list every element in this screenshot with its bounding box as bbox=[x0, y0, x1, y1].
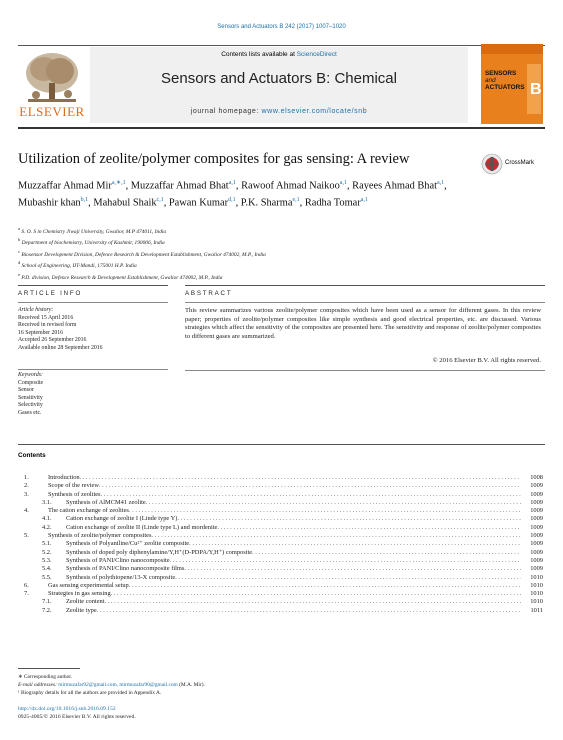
toc-entry[interactable] bbox=[18, 540, 543, 548]
toc-title[interactable]: Synthesis of zeolites bbox=[48, 490, 101, 498]
toc-number: 7.1. bbox=[42, 598, 52, 606]
header-bottom-rule bbox=[18, 127, 545, 129]
abstract-heading: ABSTRACT bbox=[185, 290, 233, 297]
toc-number: 1. bbox=[24, 474, 29, 481]
toc-entry[interactable] bbox=[18, 598, 543, 606]
affiliation-line: $^c$ Biosensor Development Division, Defence Research & Development Establishment, Gwalior 474002, M.P., India bbox=[18, 248, 266, 258]
author-affiliation-marker[interactable]: a,∗,1 bbox=[111, 180, 126, 186]
author-affiliation-marker[interactable]: c,1 bbox=[156, 197, 164, 204]
toc-leader-dots bbox=[99, 482, 521, 490]
toc-leader-dots bbox=[217, 524, 521, 532]
toc-page-number[interactable]: 1009 bbox=[530, 490, 543, 498]
elsevier-wordmark: ELSEVIER bbox=[19, 104, 85, 119]
toc-leader-dots bbox=[80, 474, 521, 482]
doi-block bbox=[18, 705, 136, 721]
toc-title[interactable]: Synthesis of PANI/Clino nanocomposite films bbox=[66, 565, 185, 573]
toc-title[interactable]: Synthesis of doped poly diphenylamine/Y,H⁺(D-PDPA/Y,H⁺) composite bbox=[66, 548, 253, 556]
toc-title[interactable]: Synthesis of Polyaniline/Cu²⁺ zeolite composite bbox=[66, 540, 190, 548]
toc-leader-dots bbox=[189, 540, 521, 548]
author-name[interactable]: Radha Tomar bbox=[304, 197, 361, 209]
author-affiliation-marker[interactable]: e,1 bbox=[292, 197, 300, 204]
paper-title: Utilization of zeolite/polymer composites for gas sensing: A review bbox=[18, 151, 410, 167]
corresponding-author-note: ∗ Corresponding author. bbox=[18, 674, 73, 680]
history-entry: Received in revised form bbox=[18, 322, 77, 329]
author-affiliation-marker[interactable]: a,1 bbox=[437, 180, 445, 186]
article-info-heading: ARTICLE INFO bbox=[18, 290, 83, 297]
toc-entry[interactable] bbox=[18, 590, 543, 598]
doi-link[interactable]: http://dx.doi.org/10.1016/j.snb.2016.09.152 bbox=[18, 706, 116, 712]
toc-page-number[interactable]: 1009 bbox=[530, 515, 543, 523]
contents-heading: Contents bbox=[18, 452, 46, 459]
toc-entry[interactable] bbox=[18, 557, 543, 565]
author-name[interactable]: Muzzaffar Ahmad Mir bbox=[18, 180, 112, 192]
article-info-subrule bbox=[18, 302, 168, 303]
email-links[interactable]: mirmuzafar92@gmail.com, mirmuzafar90@gmail.com bbox=[58, 682, 178, 688]
toc-number: 6. bbox=[24, 581, 29, 589]
homepage-link[interactable]: www.elsevier.com/locate/snb bbox=[261, 108, 368, 115]
toc-title[interactable]: Zeolite type bbox=[66, 606, 97, 614]
toc-title[interactable]: Zeolite content bbox=[66, 598, 105, 606]
author-affiliation-marker[interactable]: a,1 bbox=[228, 180, 236, 186]
toc-entry[interactable] bbox=[18, 515, 543, 523]
toc-number: 2. bbox=[24, 482, 29, 490]
affiliation-line: $^e$ P.D. division, Defence Research & Development Establishment, Gwalior 474002, M.P., India bbox=[18, 271, 223, 281]
toc-page-number[interactable]: 1009 bbox=[530, 532, 543, 540]
toc-leader-dots bbox=[177, 515, 521, 523]
crossmark-icon[interactable] bbox=[481, 153, 503, 175]
affiliation-line: $^a$ S. O. S in Chemistry Jiwaji University, Gwalior, M.P 474011, India bbox=[18, 226, 167, 235]
toc-entry[interactable] bbox=[18, 565, 543, 573]
toc-leader-dots bbox=[170, 557, 521, 565]
toc-leader-dots bbox=[129, 507, 521, 515]
toc-entry[interactable] bbox=[18, 524, 543, 532]
toc-number: 5.2. bbox=[42, 548, 52, 556]
author-name[interactable]: P.K. Sharma bbox=[240, 197, 293, 209]
toc-number: 4.2. bbox=[42, 523, 52, 531]
toc-page-number[interactable]: 1010 bbox=[530, 598, 543, 606]
toc-page-number[interactable]: 1009 bbox=[530, 548, 543, 556]
author-affiliation-marker[interactable]: a,1 bbox=[360, 197, 368, 204]
toc-entry[interactable] bbox=[18, 482, 543, 490]
toc-page-number[interactable]: 1009 bbox=[530, 498, 543, 506]
cover-title: SENSORS and ACTUATORS bbox=[485, 70, 525, 91]
history-label: Article history: bbox=[18, 307, 54, 313]
cover-letter: B bbox=[530, 81, 542, 98]
author-affiliation-marker[interactable]: b,1 bbox=[80, 197, 89, 204]
author-name[interactable]: Muzzaffar Ahmad Bhat bbox=[130, 180, 229, 192]
history-entry: 16 September 2016 bbox=[18, 329, 64, 336]
keyword: Gases etc. bbox=[18, 409, 42, 416]
toc-entry[interactable] bbox=[18, 491, 543, 499]
abstract-rule bbox=[185, 285, 545, 286]
toc-title[interactable]: Synthesis of zeolite/polymer composites bbox=[48, 532, 152, 540]
footnote-rule bbox=[18, 668, 80, 669]
toc-page-number[interactable]: 1009 bbox=[530, 523, 543, 531]
abstract-end-rule bbox=[185, 370, 545, 371]
journal-reference[interactable]: Sensors and Actuators B 242 (2017) 1007–1020 bbox=[217, 24, 346, 30]
toc-entry[interactable] bbox=[18, 582, 543, 590]
author-name[interactable]: Pawan Kumar bbox=[168, 197, 229, 209]
toc-page-number[interactable]: 1010 bbox=[530, 590, 543, 598]
journal-title: Sensors and Actuators B: Chemical bbox=[161, 70, 397, 87]
toc-title[interactable]: Synthesis of PANI/Clino nanocomposite bbox=[66, 556, 170, 564]
toc-leader-dots bbox=[252, 549, 521, 557]
keywords-rule bbox=[18, 369, 168, 370]
toc-number: 4.1. bbox=[42, 515, 52, 523]
biography-note: ¹ Biography details for all the authors are provided in Appendix A. bbox=[18, 690, 162, 696]
author-name[interactable]: Rawoof Ahmad Naikoo bbox=[241, 180, 340, 192]
toc-leader-dots bbox=[101, 491, 521, 499]
author-affiliation-marker[interactable]: d,1 bbox=[228, 197, 236, 204]
article-info-rule bbox=[18, 285, 168, 286]
toc-number: 7. bbox=[24, 590, 29, 598]
toc-page-number[interactable]: 1009 bbox=[530, 507, 543, 515]
toc-leader-dots bbox=[175, 574, 521, 582]
toc-number: 5. bbox=[24, 532, 29, 540]
toc-number: 3.1. bbox=[42, 498, 52, 506]
toc-entry[interactable] bbox=[18, 507, 543, 515]
toc-entry[interactable] bbox=[18, 574, 543, 582]
contents-rule bbox=[18, 444, 545, 445]
abstract-text: This review summarizes various zeolite/polymer composites which have been used as a sensor for different gases. In this review paper; properties of zeolite/polymer composites like simple synthesis and good electrical properties, etc. are discussed. Various strategies which affect the sensitivity of the composites are presented here. The sensitivity and response of zeolite/polymer composites to different gases are summarized. bbox=[185, 307, 541, 340]
top-rule bbox=[18, 45, 545, 46]
toc-page-number[interactable]: 1009 bbox=[530, 482, 543, 490]
toc-page-number[interactable]: 1008 bbox=[530, 474, 543, 481]
toc-title[interactable]: Introduction bbox=[48, 474, 80, 481]
toc-entry[interactable] bbox=[18, 474, 543, 482]
toc-title[interactable]: Synthesis of polythiopene/13-X composite bbox=[66, 573, 176, 581]
toc-entry[interactable] bbox=[18, 607, 543, 615]
toc-leader-dots bbox=[146, 499, 521, 507]
toc-leader-dots bbox=[111, 590, 521, 598]
keyword: Sensitivity bbox=[18, 394, 43, 401]
author-list: Muzzaffar Ahmad Mir$^{a,∗,1}$, Muzzaffar Ahmad Bhat$^{a,1}$, Rawoof Ahmad Naikoo$^{a,1}$, Rayees Ahmad Bhat$^{a,1}$, Mubashir khan$^{b,1}$, Mahabul Shaik$^{c,1}$, Pawan Kumar$^{d,1}$, P.K. Sharma$^{e,1}$, Radha Tomar$^{a,1}$ bbox=[18, 180, 447, 209]
table-of-contents bbox=[18, 474, 543, 615]
toc-number: 5.4. bbox=[42, 565, 52, 573]
toc-page-number[interactable]: 1009 bbox=[530, 565, 543, 573]
email-note: E-mail addresses: mirmuzafar92@gmail.com, mirmuzafar90@gmail.com (M.A. Mir). bbox=[18, 682, 205, 688]
toc-leader-dots bbox=[105, 598, 521, 606]
toc-title[interactable]: Cation exchange of zeolite I (Linde type Y) bbox=[66, 515, 178, 523]
toc-leader-dots bbox=[97, 607, 521, 615]
abstract-subrule bbox=[185, 302, 545, 303]
journal-homepage: journal homepage: www.elsevier.com/locate/snb bbox=[190, 108, 368, 115]
toc-page-number[interactable]: 1011 bbox=[530, 606, 543, 614]
history-entry: Available online 28 September 2016 bbox=[18, 344, 103, 351]
keywords bbox=[18, 372, 43, 418]
toc-page-number[interactable]: 1010 bbox=[530, 573, 543, 581]
toc-number: 5.3. bbox=[42, 556, 52, 564]
toc-leader-dots bbox=[129, 582, 521, 590]
author-name[interactable]: Mahabul Shaik bbox=[93, 197, 157, 209]
affiliations bbox=[18, 225, 266, 282]
toc-title[interactable]: Scope of the review bbox=[48, 482, 99, 490]
toc-number: 4. bbox=[24, 507, 29, 515]
history-entry: Received 15 April 2016 bbox=[18, 314, 74, 321]
affiliation-line: $^d$ School of Engineering, IIT-Mandi, 175001 H.P. India bbox=[18, 260, 137, 269]
affiliation-line: $^b$ Department of biochemistry, University of Kashmir, 190006, India bbox=[18, 237, 165, 247]
contents-availability: Contents lists available at ScienceDirect bbox=[221, 51, 337, 58]
article-history bbox=[18, 307, 103, 353]
crossmark-label[interactable]: CrossMark bbox=[505, 160, 535, 166]
abstract-copyright: © 2016 Elsevier B.V. All rights reserved. bbox=[432, 357, 541, 364]
toc-page-number[interactable]: 1009 bbox=[530, 540, 543, 548]
toc-number: 7.2. bbox=[42, 606, 52, 614]
keywords-label: Keywords: bbox=[18, 372, 43, 378]
toc-page-number[interactable]: 1010 bbox=[530, 581, 543, 589]
toc-title[interactable]: Gas sensing experimental setup bbox=[48, 581, 129, 589]
toc-leader-dots bbox=[151, 532, 521, 540]
author-affiliation-marker[interactable]: a,1 bbox=[339, 180, 347, 186]
toc-title[interactable]: Cation exchange of zeolite II (Linde type L) and mordenite bbox=[66, 523, 218, 531]
history-entry: Accepted 26 September 2016 bbox=[18, 337, 87, 344]
toc-page-number[interactable]: 1009 bbox=[530, 556, 543, 564]
author-name[interactable]: Mubashir khan bbox=[18, 197, 81, 209]
toc-title[interactable]: The cation exchange of zeolites bbox=[48, 507, 129, 515]
toc-number: 5.5. bbox=[42, 573, 52, 581]
toc-entry[interactable] bbox=[18, 499, 543, 507]
toc-leader-dots bbox=[184, 565, 521, 573]
toc-entry[interactable] bbox=[18, 532, 543, 540]
toc-title[interactable]: Synthesis of AlMCM41 zeolite bbox=[66, 498, 146, 506]
toc-title[interactable]: Strategies in gas sensing bbox=[48, 590, 111, 598]
toc-number: 3. bbox=[24, 490, 29, 498]
keyword: Selectivity bbox=[18, 402, 43, 409]
author-name[interactable]: Rayees Ahmad Bhat bbox=[352, 180, 437, 192]
toc-number: 5.1. bbox=[42, 540, 52, 548]
sciencedirect-link[interactable]: ScienceDirect bbox=[296, 51, 337, 58]
issn-line: 0925-4005/© 2016 Elsevier B.V. All rights reserved. bbox=[18, 714, 136, 720]
toc-entry[interactable] bbox=[18, 549, 543, 557]
keyword: Composite bbox=[18, 379, 44, 386]
keyword: Sensor bbox=[18, 387, 34, 394]
footnotes bbox=[18, 673, 205, 697]
